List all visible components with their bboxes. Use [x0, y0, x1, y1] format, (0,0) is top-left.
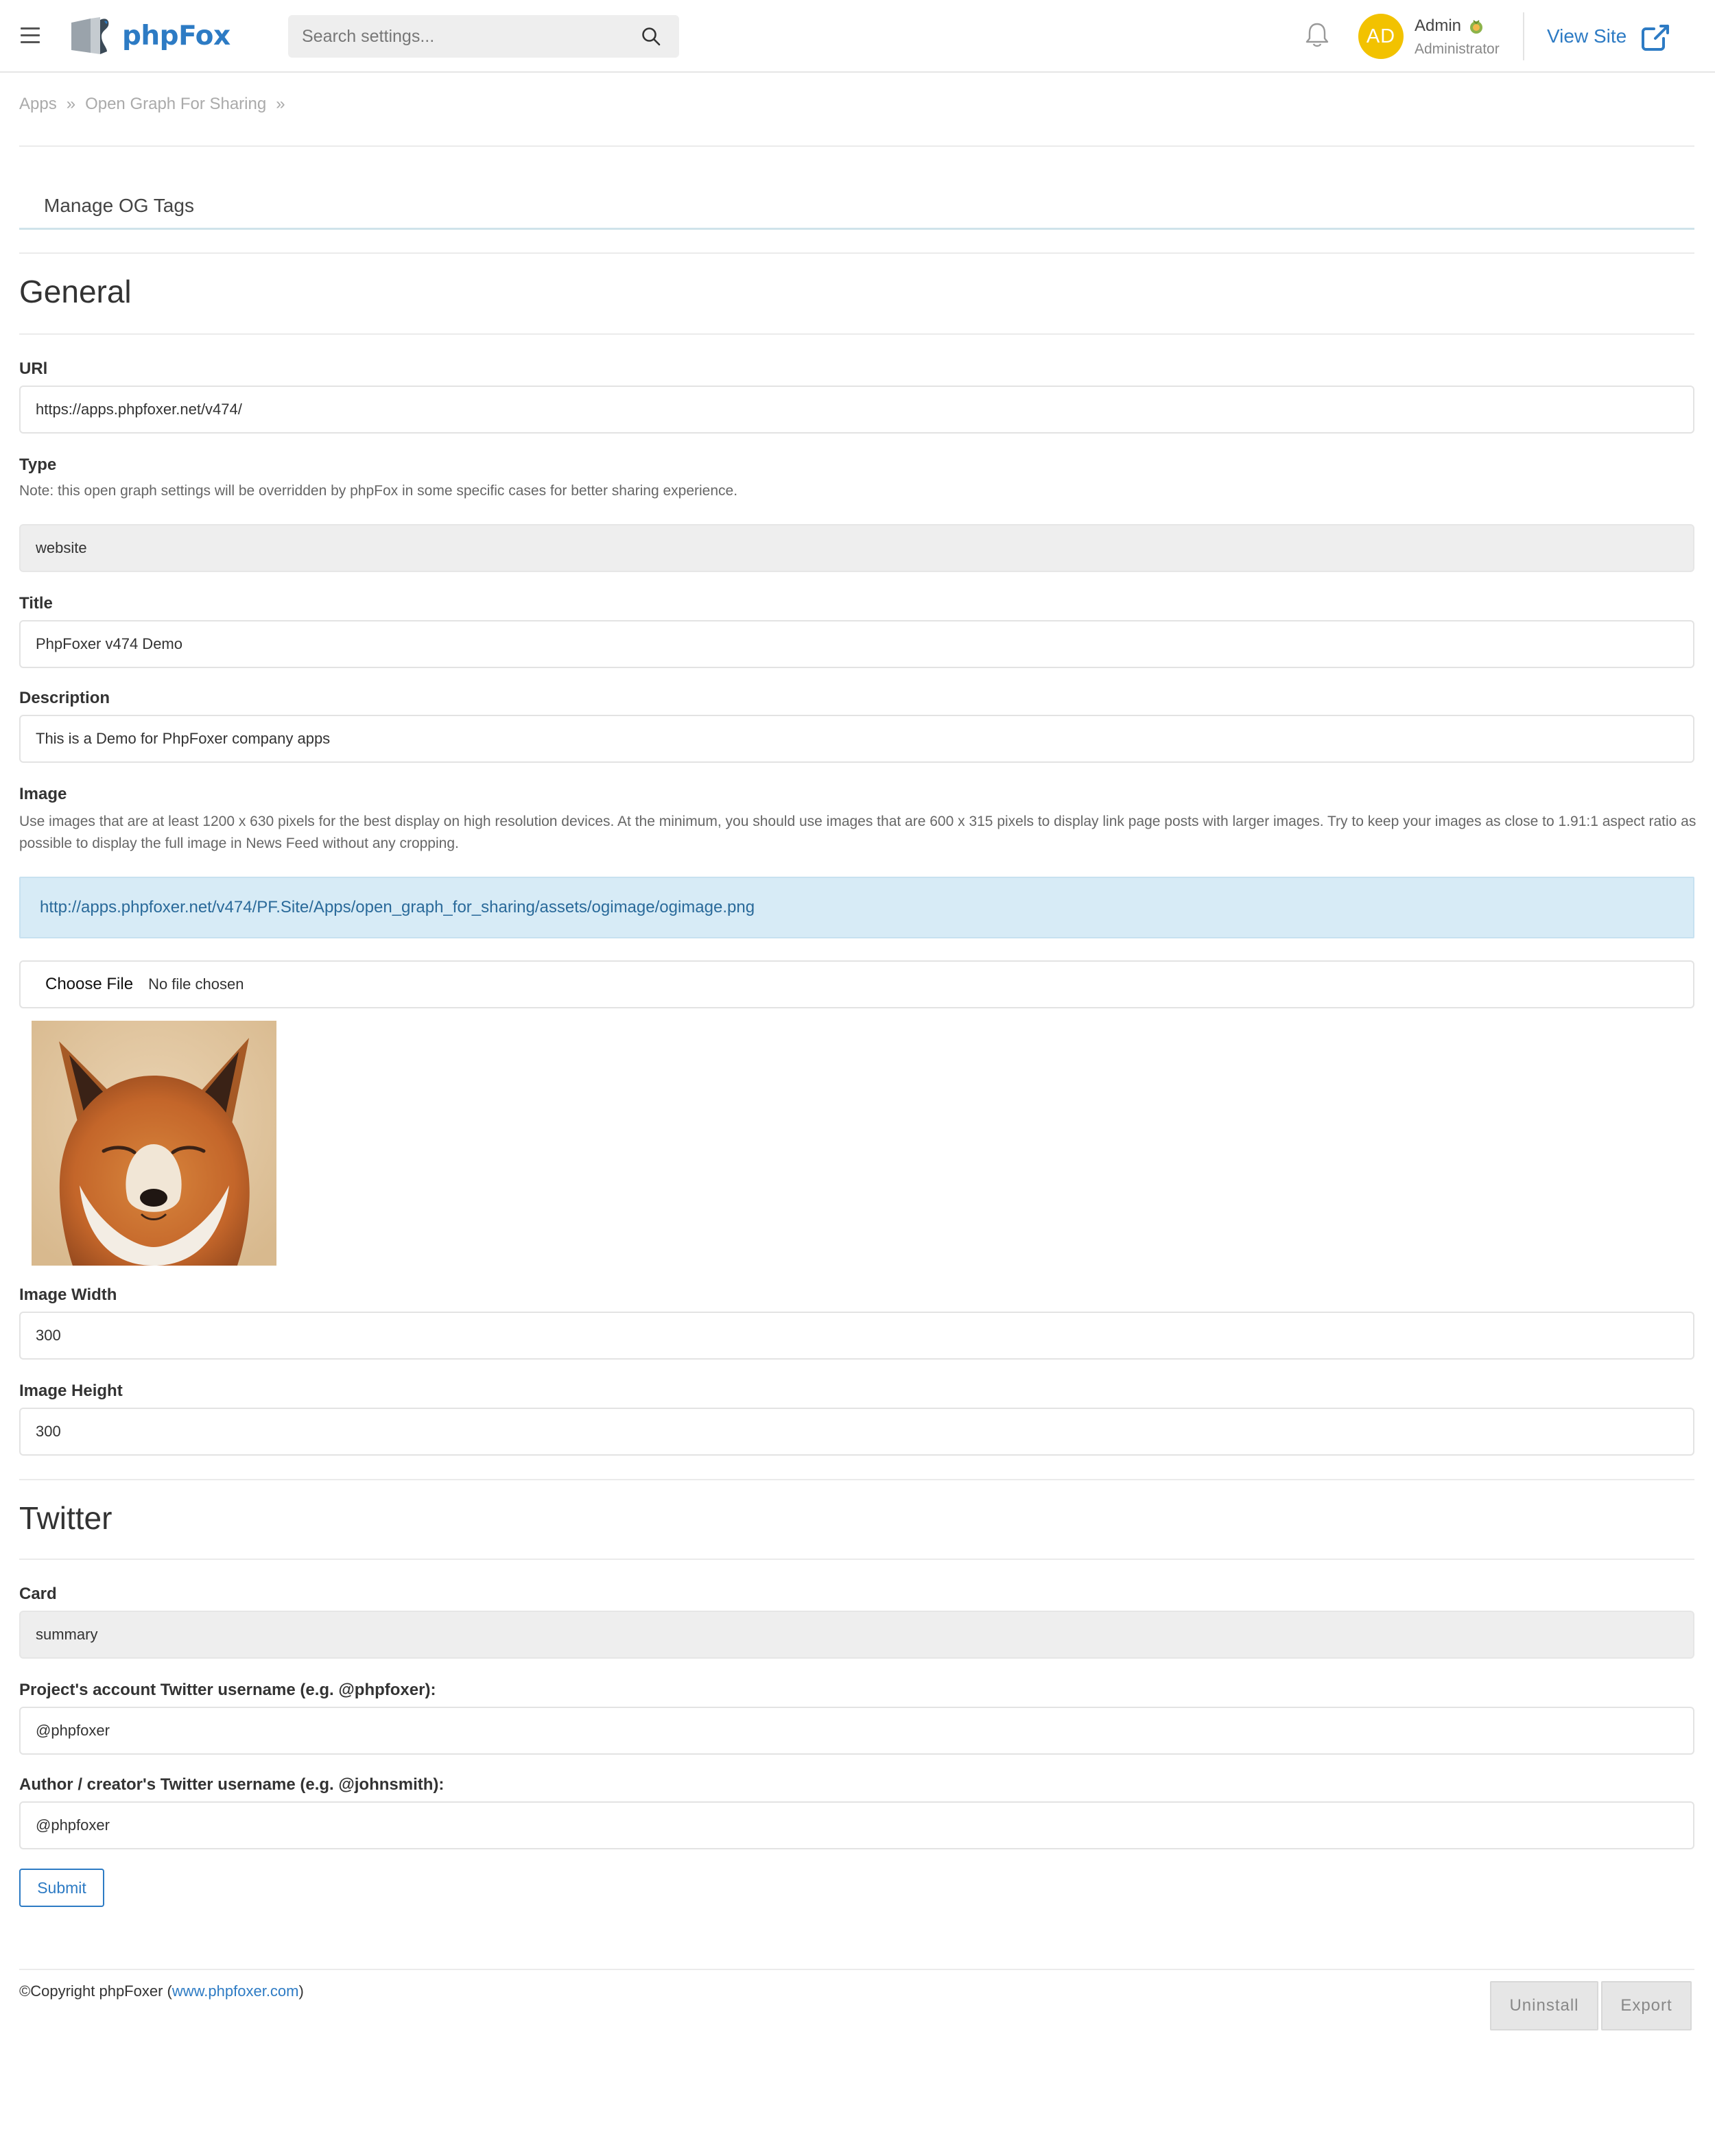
url-field[interactable] [19, 386, 1694, 434]
image-note: Use images that are at least 1200 x 630 pixels for the best display on high resolution devices. At the minimum, you should use images that are 600 x 315 pixels to display link page posts with larger images. Try to keep your images as close to 1.91:1 aspect ratio as possible to display the full image in News Feed without any cropping. [19, 814, 1696, 851]
twitter-creator-field[interactable] [19, 1801, 1694, 1849]
image-width-field[interactable] [19, 1312, 1694, 1360]
divider [19, 1559, 1694, 1560]
choose-file-button[interactable]: Choose File [45, 975, 134, 993]
hamburger-menu-icon[interactable] [21, 27, 40, 44]
type-field [19, 524, 1694, 572]
section-title-twitter: Twitter [19, 1500, 113, 1536]
logo[interactable] [70, 15, 230, 56]
og-image-preview [32, 1021, 276, 1266]
image-height-label: Image Height [19, 1382, 123, 1400]
file-input [19, 960, 1694, 1008]
breadcrumb [19, 95, 295, 114]
submit-button[interactable]: Submit [19, 1869, 104, 1907]
user-badge-icon [1468, 18, 1485, 37]
twitter-creator-label: Author / creator's Twitter username (e.g. @johnsmith): [19, 1775, 445, 1794]
copyright-link[interactable]: www.phpfoxer.com [172, 1982, 299, 2000]
copyright-suffix: ) [298, 1982, 304, 2000]
divider [19, 333, 1694, 335]
user-role: Administrator [1415, 41, 1500, 57]
search-input[interactable] [288, 15, 631, 58]
type-note: Note: this open graph settings will be overridden by phpFox in some specific cases for better sharing experience. [19, 483, 738, 499]
export-button[interactable]: Export [1601, 1981, 1692, 2030]
current-image-link[interactable]: http://apps.phpfoxer.net/v474/PF.Site/Apps/open_graph_for_sharing/assets/ogimage/ogimage.png [40, 898, 755, 916]
image-width-label: Image Width [19, 1286, 117, 1304]
top-bar [0, 0, 1715, 73]
card-label: Card [19, 1585, 57, 1603]
search-icon[interactable] [641, 26, 661, 47]
description-label: Description [19, 689, 110, 707]
avatar-initials: AD [1366, 25, 1396, 47]
image-height-field[interactable] [19, 1408, 1694, 1456]
avatar[interactable] [1358, 14, 1404, 59]
current-image-info [19, 877, 1694, 938]
card-value: summary [36, 1626, 98, 1643]
type-value: website [36, 539, 87, 556]
card-field [19, 1611, 1694, 1659]
footer-divider [19, 1969, 1694, 1970]
brand-name: phpFox [122, 20, 230, 51]
description-field[interactable] [19, 715, 1694, 763]
tab-underline [19, 228, 1694, 230]
copyright-prefix: ©Copyright phpFoxer ( [19, 1982, 172, 2000]
title-field[interactable] [19, 620, 1694, 668]
chevron-double-right-icon: » [276, 95, 285, 113]
title-label: Title [19, 594, 53, 613]
section-title-general: General [19, 274, 132, 309]
twitter-site-field[interactable] [19, 1707, 1694, 1755]
divider [19, 145, 1694, 147]
phpfox-logo-icon [70, 16, 119, 56]
header-divider [1523, 12, 1524, 60]
image-label: Image [19, 785, 67, 803]
type-label: Type [19, 455, 57, 474]
twitter-site-label: Project's account Twitter username (e.g. @phpfoxer): [19, 1681, 436, 1699]
divider [19, 1479, 1694, 1480]
external-link-icon [1640, 21, 1672, 52]
user-name[interactable]: Admin [1415, 16, 1462, 35]
search-box [288, 15, 679, 58]
chevron-double-right-icon: » [66, 95, 76, 113]
url-label: URl [19, 359, 48, 378]
view-site-link[interactable] [1547, 21, 1672, 52]
notification-bell-icon[interactable] [1303, 21, 1331, 49]
divider [19, 252, 1694, 254]
uninstall-button[interactable]: Uninstall [1490, 1981, 1598, 2030]
file-status: No file chosen [148, 975, 244, 993]
view-site-label: View Site [1547, 25, 1627, 47]
breadcrumb-item-app[interactable]: Open Graph For Sharing [85, 95, 267, 113]
breadcrumb-item-apps[interactable]: Apps [19, 95, 57, 113]
copyright [19, 1982, 304, 2000]
tab-manage-og-tags[interactable]: Manage OG Tags [44, 195, 194, 216]
